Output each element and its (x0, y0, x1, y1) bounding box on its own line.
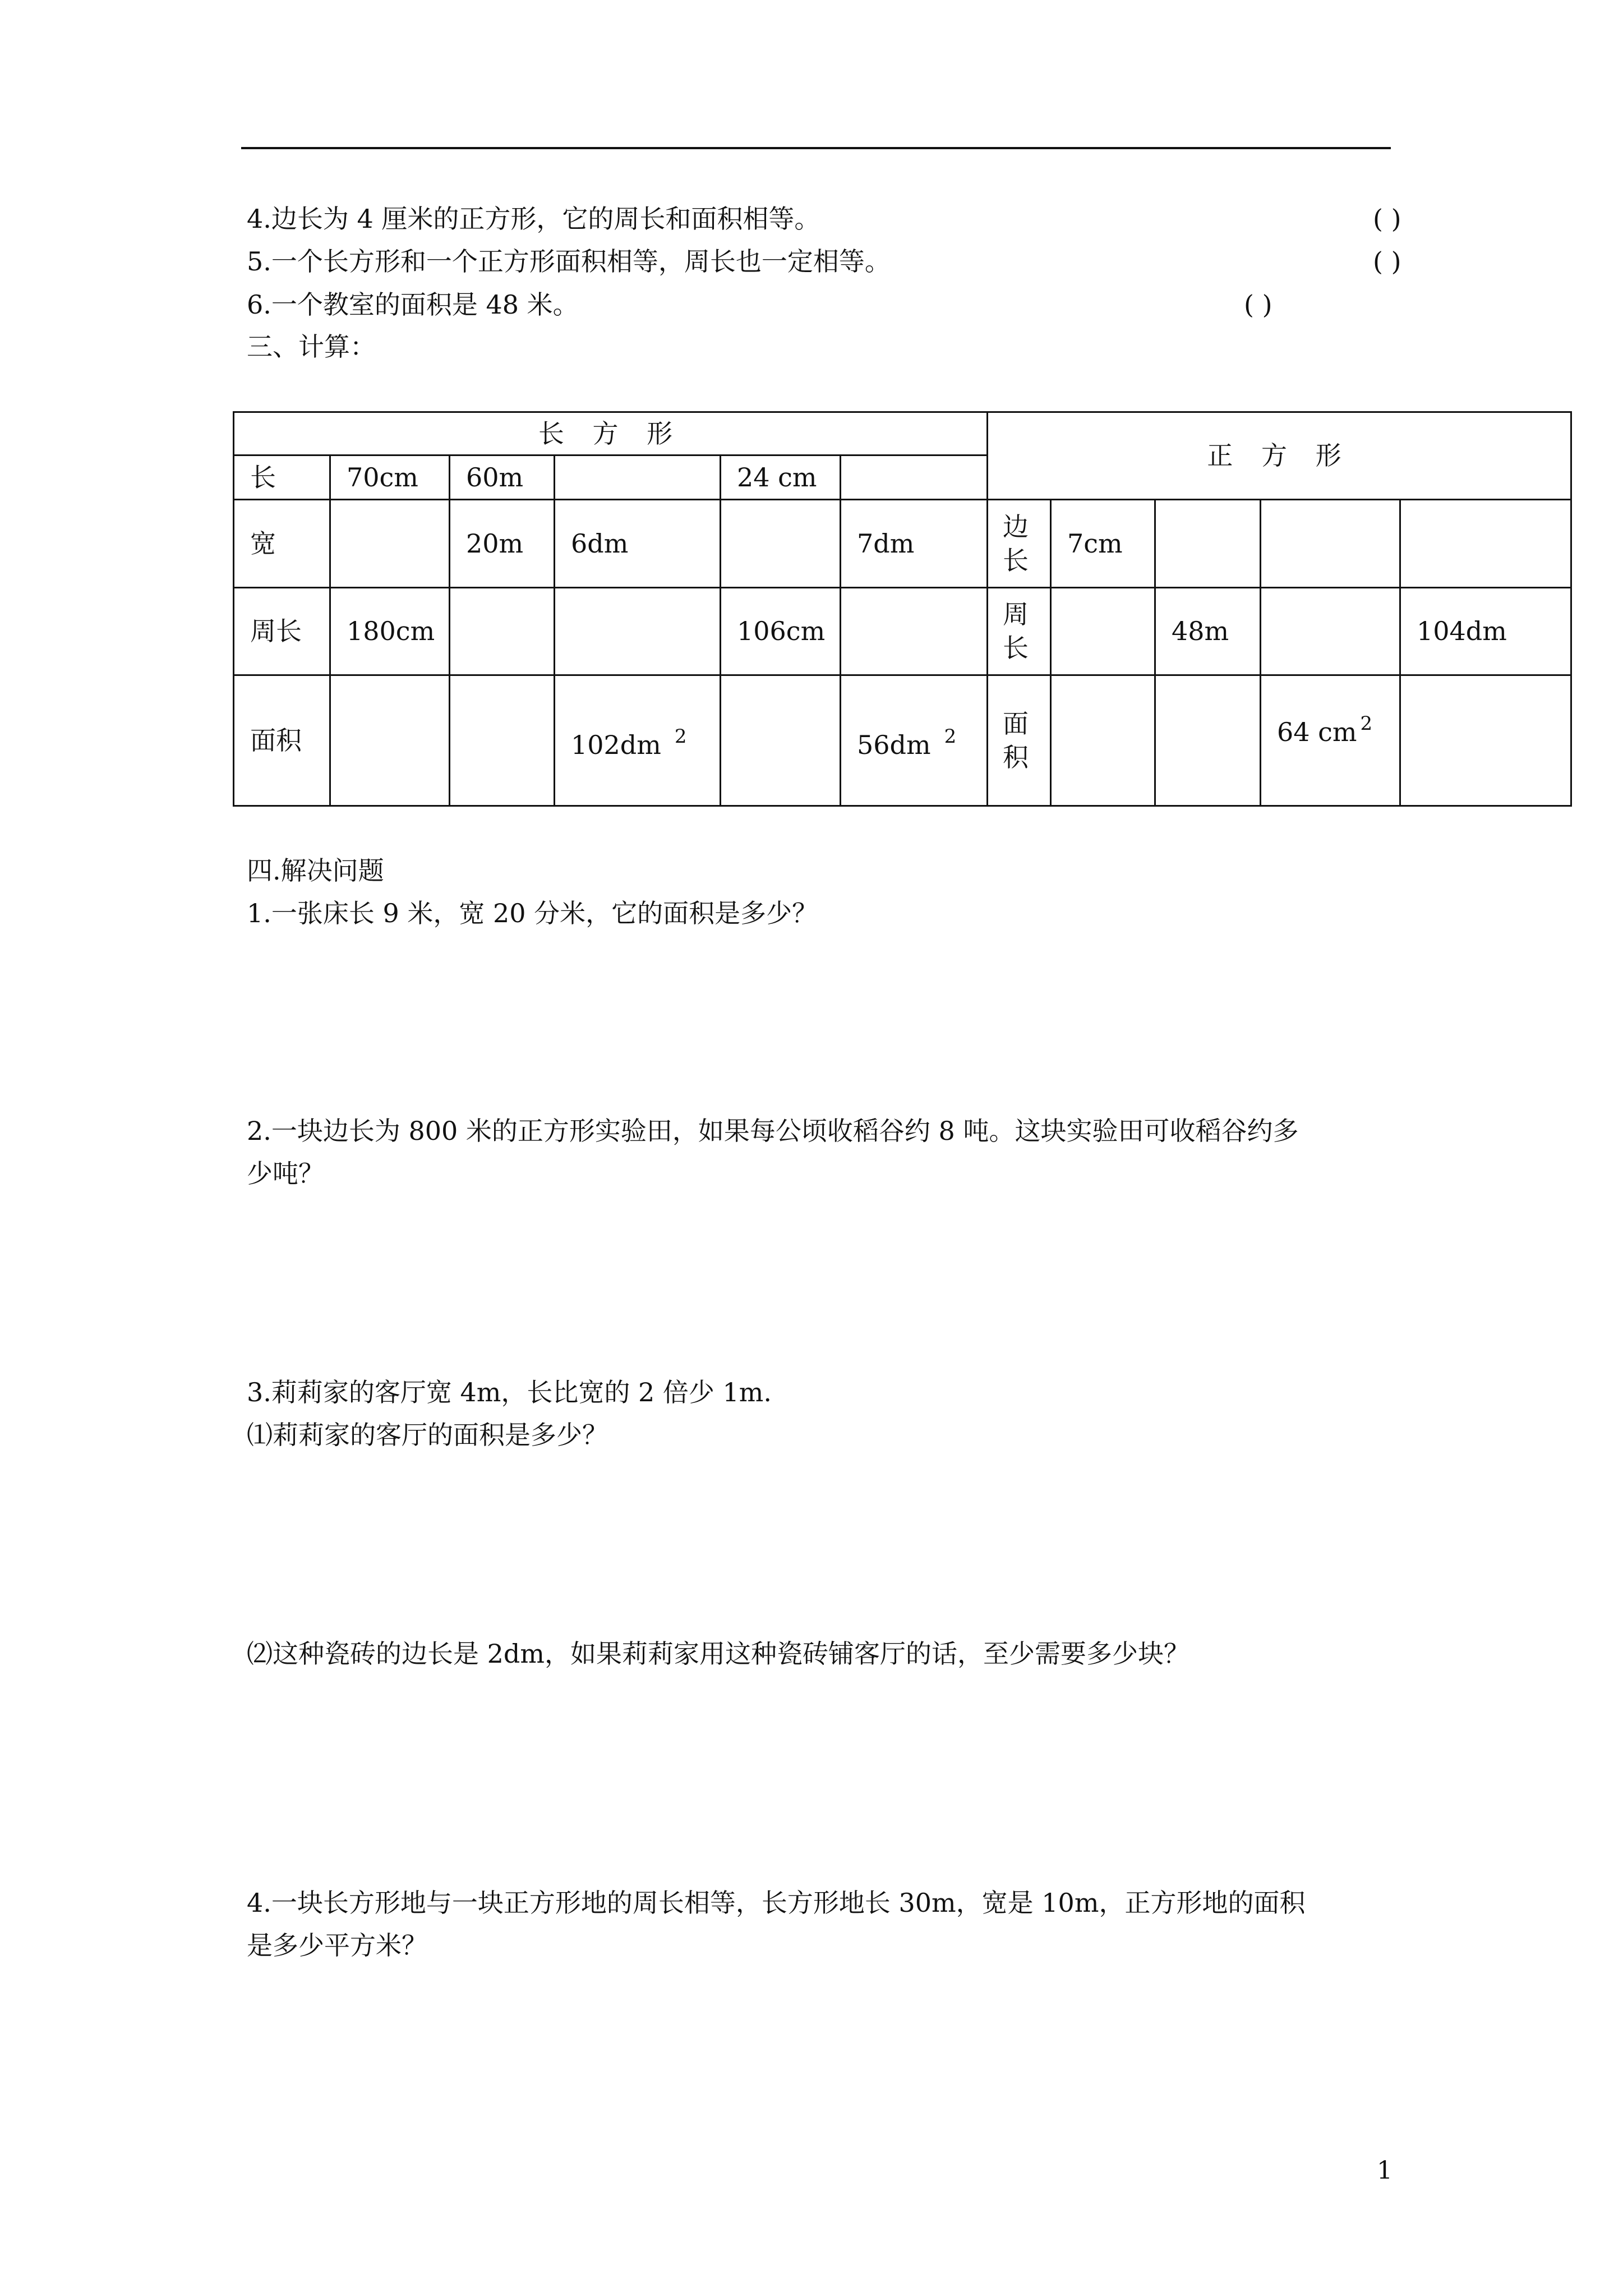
table-cell (1051, 587, 1155, 675)
answer-paren-4: ( ) (1373, 204, 1401, 234)
table-cell (330, 499, 450, 587)
area-value: 64 cm (1277, 717, 1357, 748)
table-cell: 180cm (330, 587, 450, 675)
table-cell (1051, 675, 1155, 806)
section-4-title: 四.解决问题 (247, 855, 384, 886)
judge-item-4: 4.边长为 4 厘米的正方形，它的周长和面积相等。 (247, 204, 820, 234)
section-3-title: 三、计算： (247, 332, 376, 362)
row-label-sq-area-2: 积 (1003, 742, 1029, 773)
area-unit-superscript: 2 (1360, 712, 1373, 735)
area-value: 102dm (571, 729, 661, 760)
table-cell: 48m (1155, 587, 1261, 675)
row-label-side (988, 499, 1051, 587)
table-cell (1261, 587, 1400, 675)
table-cell (1261, 499, 1400, 587)
table-cell (1400, 499, 1571, 587)
row-label-sq-area-1: 面 (1003, 708, 1029, 739)
table-cell: 60m (450, 455, 555, 499)
table-cell (450, 675, 555, 806)
table-cell (1155, 675, 1261, 806)
row-label-width: 宽 (234, 499, 330, 587)
table-cell (555, 587, 721, 675)
row-label-sq-perimeter-2: 长 (1003, 633, 1029, 664)
area-value: 56dm (857, 729, 931, 760)
problem-3: 3.莉莉家的客厅宽 4m，长比宽的 2 倍少 1m. (247, 1377, 772, 1407)
problem-3-question-1: ⑴莉莉家的客厅的面积是多少？ (247, 1420, 608, 1450)
problem-3-question-2: ⑵这种瓷砖的边长是 2dm，如果莉莉家用这种瓷砖铺客厅的话，至少需要多少块？ (247, 1639, 1189, 1669)
row-label-length: 长 (234, 455, 330, 499)
table-cell: 6dm (555, 499, 721, 587)
table-cell (841, 587, 988, 675)
rect-header: 长 方 形 (234, 412, 988, 455)
table-cell (555, 455, 721, 499)
problem-4-line-1: 4.一块长方形地与一块正方形地的周长相等，长方形地长 30m，宽是 10m，正方形地的面积 (247, 1888, 1306, 1918)
table-cell (1400, 675, 1571, 806)
table-cell: 70cm (330, 455, 450, 499)
problem-2-line-1: 2.一块边长为 800 米的正方形实验田，如果每公顷收稻谷约 8 吨。这块实验田可收稻谷约多 (247, 1116, 1299, 1146)
table-cell (330, 675, 450, 806)
calculation-table (233, 411, 1572, 807)
row-label-sq-perimeter-1: 周 (1003, 599, 1029, 630)
area-unit-superscript: 2 (944, 725, 957, 748)
problem-4-line-2: 是多少平方米？ (247, 1930, 427, 1961)
table-cell: 104dm (1400, 587, 1571, 675)
row-label-square-perimeter (988, 587, 1051, 675)
table-cell (841, 455, 988, 499)
row-label-perimeter: 周长 (234, 587, 330, 675)
table-cell: 106cm (721, 587, 841, 675)
square-header: 正 方 形 (988, 412, 1571, 500)
problem-2-line-2: 少吨？ (247, 1158, 324, 1189)
page-number: 1 (1377, 2156, 1393, 2185)
row-label-square-area (988, 675, 1051, 806)
table-cell: 7cm (1051, 499, 1155, 587)
answer-paren-6: ( ) (1244, 289, 1272, 320)
table-cell-area-64 (1261, 675, 1400, 806)
answer-paren-5: ( ) (1373, 246, 1401, 277)
judge-item-6: 6.一个教室的面积是 48 米。 (247, 289, 579, 320)
row-label-side-2: 长 (1003, 545, 1029, 576)
table-cell: 24 cm (721, 455, 841, 499)
table-cell (1155, 499, 1261, 587)
table-cell (721, 675, 841, 806)
table-cell-area-102 (555, 675, 721, 806)
row-label-area: 面积 (234, 675, 330, 806)
area-unit-superscript: 2 (674, 725, 687, 748)
table-cell (450, 587, 555, 675)
row-label-side-1: 边 (1003, 511, 1029, 542)
table-cell-area-56 (841, 675, 988, 806)
header-rule (241, 147, 1391, 149)
problem-1: 1.一张床长 9 米，宽 20 分米，它的面积是多少？ (247, 898, 818, 928)
judge-item-5: 5.一个长方形和一个正方形面积相等，周长也一定相等。 (247, 246, 891, 277)
table-cell (721, 499, 841, 587)
table-cell: 20m (450, 499, 555, 587)
table-cell: 7dm (841, 499, 988, 587)
